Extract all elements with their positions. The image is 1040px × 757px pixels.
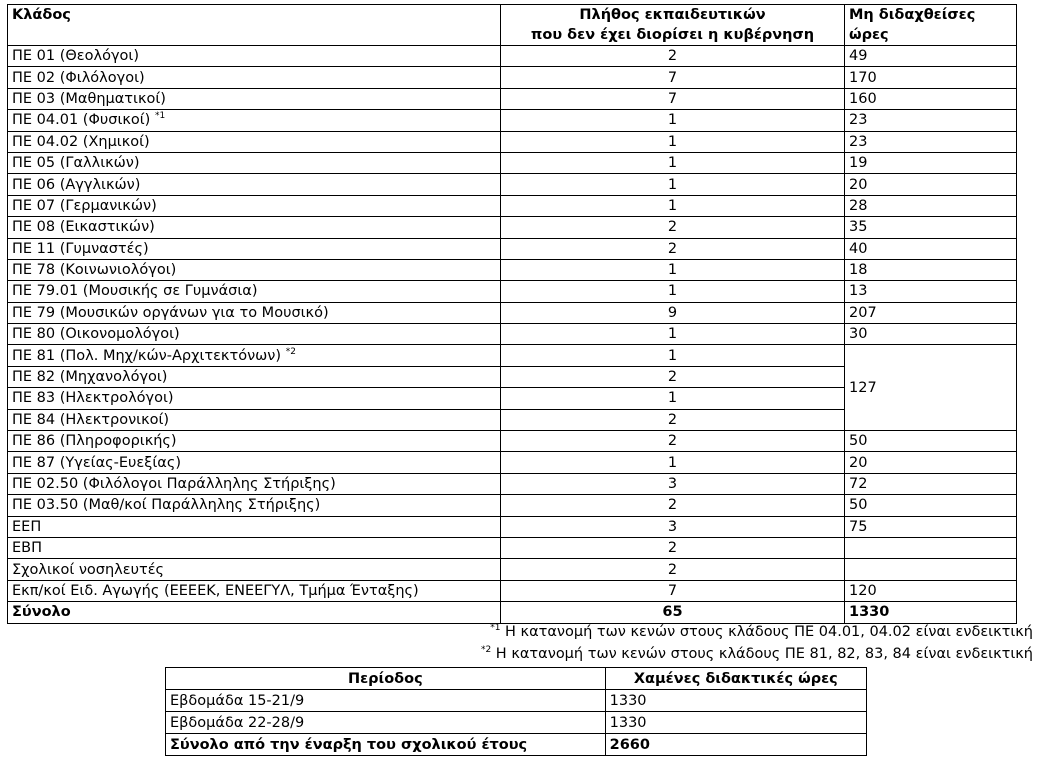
footnote-2: $^{*2}$ Η κατανομή των κενών στους κλάδους ΠΕ 81, 82, 83, 84 είναι ενδεικτική: [480, 645, 1033, 662]
hours-cell: 23: [845, 110, 1017, 131]
branch-cell: ΕΕΠ: [8, 516, 501, 537]
total-row: [8, 602, 1017, 623]
table-row: [8, 537, 1017, 558]
count-cell: 2: [501, 409, 845, 430]
period-cell: Εβδομάδα 15-21/9: [166, 690, 606, 712]
branch-cell: ΠΕ 07 (Γερμανικών): [8, 195, 501, 216]
count-cell: 2: [501, 217, 845, 238]
hours-cell: 75: [845, 516, 1017, 537]
count-cell: 1: [501, 110, 845, 131]
count-cell: 7: [501, 88, 845, 109]
hours-cell: [845, 537, 1017, 558]
branch-cell: ΠΕ 04.01 (Φυσικοί) $^{*1}$: [8, 110, 501, 131]
hours-cell: 20: [845, 174, 1017, 195]
count-cell: 1: [501, 281, 845, 302]
count-cell: 2: [501, 46, 845, 67]
branch-cell: ΠΕ 06 (Αγγλικών): [8, 174, 501, 195]
count-cell: 1: [501, 324, 845, 345]
total-hours: 1330: [845, 602, 1017, 623]
count-cell: 9: [501, 302, 845, 323]
footnote-mark: *2: [480, 645, 492, 656]
branch-cell: ΠΕ 04.02 (Χημικοί): [8, 131, 501, 152]
branch-cell: ΠΕ 79.01 (Μουσικής σε Γυμνάσια): [8, 281, 501, 302]
table-row: [8, 67, 1017, 88]
hours-cell: 72: [845, 473, 1017, 494]
table-row: [8, 452, 1017, 473]
table-row: [8, 217, 1017, 238]
branch-cell: ΕΒΠ: [8, 537, 501, 558]
table-row: [8, 324, 1017, 345]
table-row: [8, 516, 1017, 537]
branch-cell: Σχολικοί νοσηλευτές: [8, 559, 501, 580]
branch-cell: ΠΕ 02.50 (Φιλόλογοι Παράλληλης Στήριξης): [8, 473, 501, 494]
footnote-mark: *1: [490, 623, 501, 634]
table-row: [8, 238, 1017, 259]
branch-cell: ΠΕ 80 (Οικονομολόγοι): [8, 324, 501, 345]
hours-cell: 160: [845, 88, 1017, 109]
table-row: [8, 281, 1017, 302]
branch-cell: ΠΕ 03.50 (Μαθ/κοί Παράλληλης Στήριξης): [8, 495, 501, 516]
total-label: Σύνολο: [8, 602, 501, 623]
table-row: [8, 46, 1017, 67]
count-cell: 2: [501, 537, 845, 558]
hours-cell: 120: [845, 580, 1017, 601]
branch-cell: ΠΕ 86 (Πληροφορικής): [8, 431, 501, 452]
branch-cell: ΠΕ 05 (Γαλλικών): [8, 152, 501, 173]
total-label: Σύνολο από την έναρξη του σχολικού έτους: [166, 734, 606, 756]
table-row: [166, 690, 867, 712]
branch-cell: ΠΕ 02 (Φιλόλογοι): [8, 67, 501, 88]
count-cell: 1: [501, 195, 845, 216]
count-cell: 1: [501, 345, 845, 366]
hours-cell: 50: [845, 431, 1017, 452]
table-row: [8, 559, 1017, 580]
header-hours: Μη διδαχθείσες ώρες: [845, 5, 1017, 46]
table-row: [8, 195, 1017, 216]
teachers-table: [7, 4, 1017, 624]
hours-cell: 207: [845, 302, 1017, 323]
header-period: Περίοδος: [166, 668, 606, 690]
table-row: [8, 431, 1017, 452]
count-cell: 1: [501, 131, 845, 152]
table-row: [8, 302, 1017, 323]
branch-cell: ΠΕ 79 (Μουσικών οργάνων για το Μουσικό): [8, 302, 501, 323]
count-cell: 1: [501, 388, 845, 409]
hours-cell: 1330: [605, 712, 866, 734]
table-row: [8, 580, 1017, 601]
branch-cell: ΠΕ 11 (Γυμναστές): [8, 238, 501, 259]
table-row: [8, 259, 1017, 280]
count-cell: 2: [501, 559, 845, 580]
branch-cell: ΠΕ 08 (Εικαστικών): [8, 217, 501, 238]
branch-cell: ΠΕ 01 (Θεολόγοι): [8, 46, 501, 67]
count-cell: 3: [501, 516, 845, 537]
footnotes: [481, 621, 1033, 665]
hours-cell: [845, 559, 1017, 580]
hours-cell: 30: [845, 324, 1017, 345]
hours-cell: 170: [845, 67, 1017, 88]
table-row: [8, 110, 1017, 131]
hours-cell: 19: [845, 152, 1017, 173]
branch-cell: ΠΕ 82 (Μηχανολόγοι): [8, 366, 501, 387]
table-row: [8, 88, 1017, 109]
table-row: [8, 131, 1017, 152]
total-hours: 2660: [605, 734, 866, 756]
header-lost-hours: Χαμένες διδακτικές ώρες: [605, 668, 866, 690]
count-cell: 3: [501, 473, 845, 494]
count-cell: 2: [501, 366, 845, 387]
table-row: [8, 473, 1017, 494]
table-row: [8, 174, 1017, 195]
hours-cell: 49: [845, 46, 1017, 67]
hours-cell: 18: [845, 259, 1017, 280]
branch-cell: ΠΕ 83 (Ηλεκτρολόγοι): [8, 388, 501, 409]
hours-cell: 40: [845, 238, 1017, 259]
hours-cell: 50: [845, 495, 1017, 516]
branch-cell: ΠΕ 87 (Υγείας-Ευεξίας): [8, 452, 501, 473]
table-row: [8, 345, 1017, 366]
hours-cell: 13: [845, 281, 1017, 302]
hours-cell: 1330: [605, 690, 866, 712]
period-cell: Εβδομάδα 22-28/9: [166, 712, 606, 734]
count-cell: 1: [501, 152, 845, 173]
total-count: 65: [501, 602, 845, 623]
branch-cell: ΠΕ 84 (Ηλεκτρονικοί): [8, 409, 501, 430]
branch-cell: ΠΕ 78 (Κοινωνιολόγοι): [8, 259, 501, 280]
count-cell: 2: [501, 495, 845, 516]
note-mark: *2: [285, 346, 296, 357]
hours-cell: 35: [845, 217, 1017, 238]
table-row: [8, 152, 1017, 173]
hours-cell: 127: [845, 345, 1017, 431]
footnote-1: $^{*1}$ Η κατανομή των κενών στους κλάδους ΠΕ 04.01, 04.02 είναι ενδεικτική: [490, 623, 1033, 640]
branch-cell: ΠΕ 03 (Μαθηματικοί): [8, 88, 501, 109]
header-row: [8, 5, 1017, 46]
count-cell: 7: [501, 580, 845, 601]
hours-cell: 20: [845, 452, 1017, 473]
total-row: [166, 734, 867, 756]
hours-cell: 28: [845, 195, 1017, 216]
count-cell: 2: [501, 238, 845, 259]
header-branch: Κλάδος: [8, 5, 501, 46]
branch-cell: ΠΕ 81 (Πολ. Μηχ/κών-Αρχιτεκτόνων) $^{*2}$: [8, 345, 501, 366]
table-row: [8, 495, 1017, 516]
note-mark: *1: [154, 111, 166, 122]
period-header-row: [166, 668, 867, 690]
header-count: Πλήθος εκπαιδευτικών που δεν έχει διορίσει η κυβέρνηση: [501, 5, 845, 46]
count-cell: 2: [501, 431, 845, 452]
count-cell: 7: [501, 67, 845, 88]
branch-cell: Εκπ/κοί Ειδ. Αγωγής (ΕΕΕΕΚ, ΕΝΕΕΓΥΛ, Τμήμα Ένταξης): [8, 580, 501, 601]
count-cell: 1: [501, 452, 845, 473]
count-cell: 1: [501, 174, 845, 195]
period-table: [165, 667, 867, 756]
hours-cell: 23: [845, 131, 1017, 152]
count-cell: 1: [501, 259, 845, 280]
table-row: [166, 712, 867, 734]
